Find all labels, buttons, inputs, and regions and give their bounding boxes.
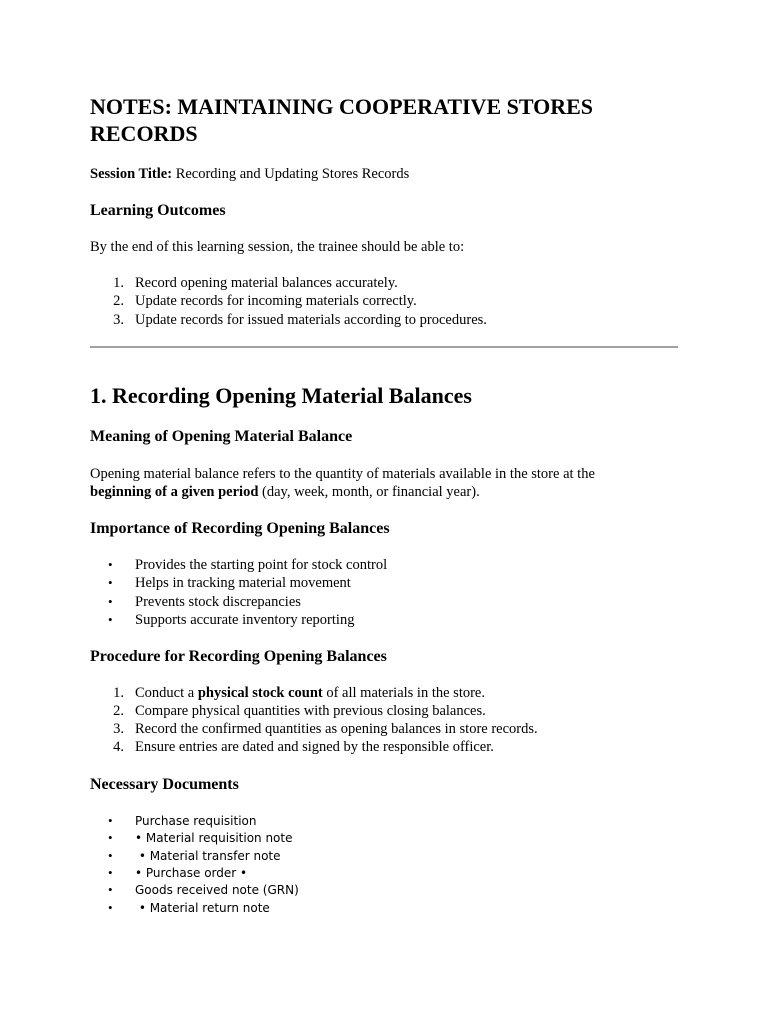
text-segment: Conduct a xyxy=(135,685,198,701)
session-title-line xyxy=(90,165,409,183)
importance-heading: Importance of Recording Opening Balances xyxy=(90,520,390,537)
bullet-icon: • xyxy=(108,612,113,627)
list-item-number: 3. xyxy=(113,312,124,328)
section-heading: 1. Recording Opening Material Balances xyxy=(90,383,472,408)
page-title: NOTES: MAINTAINING COOPERATIVE STORES RECORDS xyxy=(90,94,594,146)
list-item-text: Ensure entries are dated and signed by the responsible officer. xyxy=(135,739,494,755)
list-item-text: Update records for issued materials according to procedures. xyxy=(135,312,487,328)
meaning-paragraph-rest: (day, week, month, or financial year). xyxy=(258,484,480,500)
list-item-text: Record opening material balances accurately. xyxy=(135,275,398,291)
list-item-number: 1. xyxy=(113,275,124,291)
list-item-text: Record the confirmed quantities as opening balances in store records. xyxy=(135,721,538,737)
list-item-text: Prevents stock discrepancies xyxy=(135,594,301,610)
list-item-number: 2. xyxy=(113,293,124,309)
session-title-label: Session Title: xyxy=(90,166,173,182)
horizontal-divider xyxy=(90,346,678,348)
list-item-text: Goods received note (GRN) xyxy=(135,883,299,897)
meaning-heading: Meaning of Opening Material Balance xyxy=(90,428,353,445)
bullet-icon: • xyxy=(108,830,113,845)
bullet-icon: • xyxy=(108,594,113,609)
list-item-text: Supports accurate inventory reporting xyxy=(135,612,355,628)
list-item-number: 2. xyxy=(113,703,124,719)
documents-heading: Necessary Documents xyxy=(90,776,239,793)
bullet-icon: • xyxy=(108,557,113,572)
learning-outcomes-intro: By the end of this learning session, the trainee should be able to: xyxy=(90,239,465,255)
list-item-text: • Material return note xyxy=(135,901,270,915)
list-item-number: 3. xyxy=(113,721,124,737)
list-item-text: Helps in tracking material movement xyxy=(135,575,351,591)
bullet-icon: • xyxy=(108,813,113,828)
list-item-number: 1. xyxy=(113,685,124,701)
meaning-paragraph-line1: Opening material balance refers to the quantity of materials available in the store at the xyxy=(90,466,595,482)
list-item-text: • Material requisition note xyxy=(135,831,293,845)
list-item-text: • Material transfer note xyxy=(135,849,281,863)
emphasis-text: physical stock count xyxy=(197,685,323,701)
emphasis-text: beginning of a given period xyxy=(90,484,259,500)
list-item-text: Purchase requisition xyxy=(135,814,257,828)
bullet-icon: • xyxy=(108,865,113,880)
bullet-icon: • xyxy=(108,848,113,863)
list-item-text: • Purchase order • xyxy=(135,866,248,880)
bullet-icon: • xyxy=(108,900,113,915)
session-title-value: Recording and Updating Stores Records xyxy=(175,166,410,182)
list-item-text: Compare physical quantities with previous closing balances. xyxy=(135,703,486,719)
text-segment: of all materials in the store. xyxy=(322,685,485,701)
list-item-text xyxy=(135,684,485,702)
list-item-number: 4. xyxy=(113,739,124,755)
procedure-heading: Procedure for Recording Opening Balances xyxy=(90,648,387,665)
meaning-paragraph-line2 xyxy=(90,483,480,501)
bullet-icon: • xyxy=(108,575,113,590)
list-item-text: Update records for incoming materials correctly. xyxy=(135,293,417,309)
list-item-text: Provides the starting point for stock control xyxy=(135,557,388,573)
learning-outcomes-heading: Learning Outcomes xyxy=(90,202,226,219)
bullet-icon: • xyxy=(108,882,113,897)
